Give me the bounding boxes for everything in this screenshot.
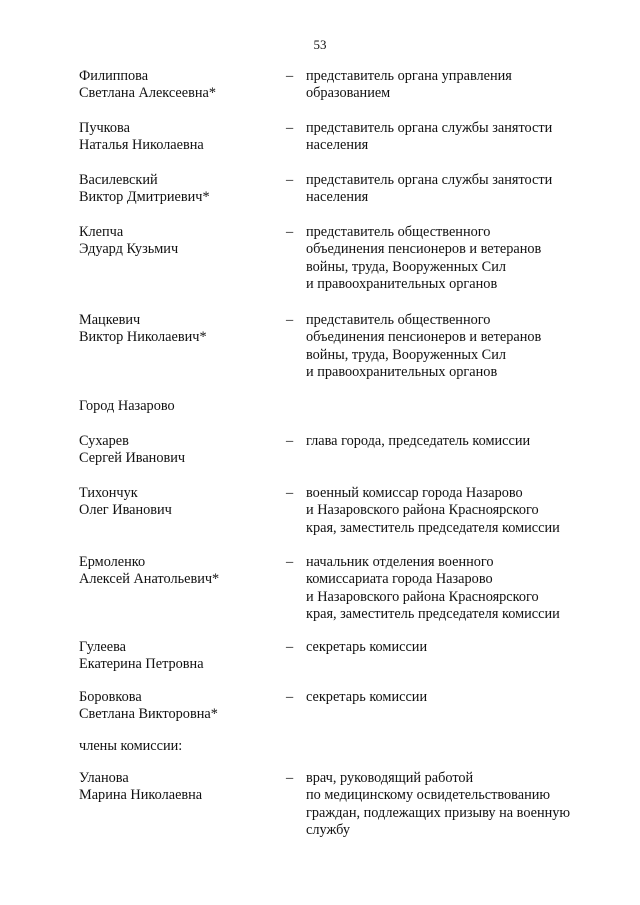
section-heading-city: Город Назарово	[79, 398, 175, 414]
dash: –	[286, 172, 294, 188]
member-role: глава города, председатель комиссии	[306, 433, 531, 449]
section-heading-members: члены комиссии:	[79, 738, 183, 754]
dash: –	[286, 770, 294, 786]
member-role: представитель органа управления образованием	[306, 68, 512, 102]
member-role: военный комиссар города Назарово и Назаровского района Красноярского края, заместитель председателя комиссии	[306, 485, 560, 536]
member-role: секретарь комиссии	[306, 689, 428, 705]
dash: –	[286, 224, 294, 240]
member-role: начальник отделения военного комиссариата города Назарово и Назаровского района Красноярского края, заместитель председателя комиссии	[306, 554, 560, 622]
member-name: Клепча Эдуард Кузьмич	[79, 224, 179, 258]
member-role: представитель органа службы занятости населения	[306, 172, 553, 206]
member-role: врач, руководящий работой по медицинскому освидетельствованию граждан, подлежащих призыву на военную службу	[306, 770, 571, 838]
member-name: Гулеева Екатерина Петровна	[79, 639, 204, 673]
dash: –	[286, 68, 294, 84]
member-name: Сухарев Сергей Иванович	[79, 433, 186, 467]
dash: –	[286, 120, 294, 136]
member-role: секретарь комиссии	[306, 639, 428, 655]
member-name: Филиппова Светлана Алексеевна*	[79, 68, 216, 102]
page-number: 53	[313, 37, 327, 52]
dash: –	[286, 554, 294, 570]
dash: –	[286, 639, 294, 655]
member-role: представитель органа службы занятости населения	[306, 120, 553, 154]
member-role: представитель общественного объединения пенсионеров и ветеранов войны, труда, Вооруженных Сил и правоохранительных органов	[306, 312, 542, 380]
member-name: Уланова Марина Николаевна	[79, 770, 203, 804]
member-name: Боровкова Светлана Викторовна*	[79, 689, 218, 723]
member-role: представитель общественного объединения пенсионеров и ветеранов войны, труда, Вооруженных Сил и правоохранительных органов	[306, 224, 542, 292]
member-name: Тихончук Олег Иванович	[79, 485, 172, 519]
member-name: Пучкова Наталья Николаевна	[79, 120, 204, 154]
dash: –	[286, 312, 294, 328]
dash: –	[286, 433, 294, 449]
member-name: Василевский Виктор Дмитриевич*	[79, 172, 210, 206]
member-name: Ермоленко Алексей Анатольевич*	[79, 554, 220, 588]
member-name: Мацкевич Виктор Николаевич*	[79, 312, 207, 346]
dash: –	[286, 485, 294, 501]
dash: –	[286, 689, 294, 705]
